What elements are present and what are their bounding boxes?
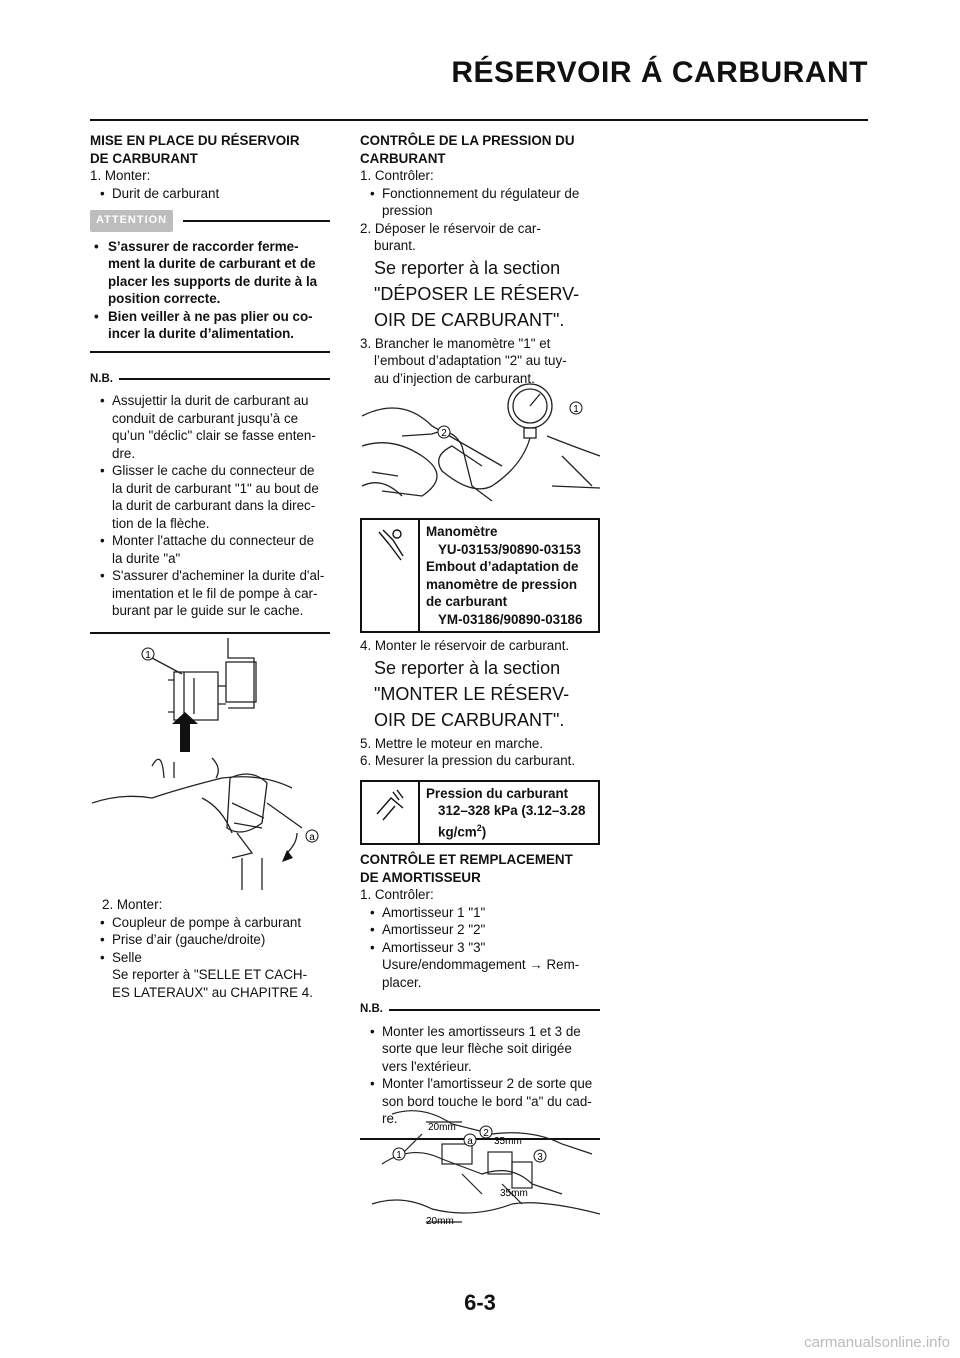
step: 1. Monter: [90, 168, 151, 183]
nb-label: N.B. [90, 372, 113, 385]
nb-header [360, 1001, 600, 1019]
dimension-label: 20mm [428, 1122, 456, 1133]
nb-line: qu’un "déclic" clair se fasse enten- [112, 428, 316, 443]
callout-2: 2 [483, 1128, 489, 1139]
callout-a: a [467, 1136, 473, 1147]
step: 5. Mettre le moteur en marche. [360, 735, 544, 751]
result-line: placer. [382, 974, 422, 990]
callout-1: 1 [396, 1150, 402, 1161]
attention-rule [183, 220, 330, 222]
connector-figure [92, 628, 330, 890]
tool-name: de carburant [426, 594, 508, 609]
section-title: MISE EN PLACE DU RÉSERVOIR [90, 133, 300, 148]
nb-line: la durit de carburant "1" au bout de [112, 480, 319, 496]
bullet: • Amortisseur 2 "2" [360, 921, 600, 939]
spec-unit: kg/cm [438, 823, 477, 839]
bullet: • Amortisseur 1 "1" [360, 904, 600, 922]
step: 2. Déposer le réservoir de car- [360, 220, 541, 236]
reference-text: "MONTER LE RÉSERV- [374, 683, 570, 704]
nb-item: • Monter l'attache du connecteur de [90, 532, 330, 550]
bullet: • Fonctionnement du régulateur de [360, 185, 600, 203]
reference-text: OIR DE CARBURANT". [374, 309, 565, 330]
attention-line: ment la durite de carburant et de [108, 256, 316, 271]
arrow-shaft [180, 724, 190, 752]
attention-line: position correcte. [108, 291, 221, 306]
tool-name: manomètre de pression [426, 576, 578, 592]
step-line: l’embout d’adaptation "2" au tuy- [374, 353, 567, 368]
reference-text: Se reporter à la section [374, 657, 561, 678]
callout-1: 1 [573, 404, 579, 415]
nb-line: dre. [112, 445, 136, 461]
reference-text: Se reporter à la section [374, 257, 561, 278]
spec-value-unit [426, 820, 585, 841]
tool-name: Manomètre [426, 524, 498, 539]
right-column-mid [360, 514, 600, 1140]
step: 1. Contrôler: [360, 168, 434, 183]
section-title: CONTRÔLE ET REMPLACEMENT [360, 852, 573, 868]
attention-line: incer la durite d’alimentation. [108, 326, 295, 341]
nb-line: conduit de carburant jusqu’à ce [112, 410, 299, 426]
attention-item: • S’assurer de raccorder ferme- [90, 238, 330, 256]
pressure-spec-text [420, 782, 591, 844]
tool-spec-box [360, 518, 600, 633]
section-title: CONTRÔLE DE LA PRESSION DU [360, 133, 575, 148]
attention-header [90, 210, 330, 232]
bullet: • Amortisseur 3 "3" [360, 939, 600, 957]
nb-line: tion de la flèche. [112, 515, 210, 531]
left-column [90, 132, 330, 634]
step: 1. Contrôler: [360, 887, 434, 903]
tool-name: Embout d’adaptation de [426, 559, 579, 574]
spec-unit-end: ) [481, 823, 487, 839]
nb-item: • Assujettir la durit de carburant au [90, 392, 330, 410]
callout-1: 1 [145, 650, 151, 661]
tool-part-number: YM-03186/90890-03186 [438, 611, 583, 627]
nb-line: la durite "a" [112, 550, 181, 566]
section-title: CARBURANT [360, 150, 446, 166]
nb-item: • Monter les amortisseurs 1 et 3 de [360, 1023, 600, 1041]
nb-body [90, 392, 330, 620]
nb-line: re. [382, 1111, 398, 1127]
dimension-label: 35mm [494, 1136, 522, 1147]
section-title: DE AMORTISSEUR [360, 869, 481, 885]
dimension-label: 35mm [500, 1188, 528, 1199]
arrow-right-icon: → [529, 957, 543, 973]
arrow-icon [282, 850, 293, 862]
step-line: au d’injection de carburant. [374, 370, 535, 386]
bullet-line: pression [382, 203, 433, 218]
bullet: • Coupleur de pompe à carburant [90, 914, 335, 932]
nb-header [90, 371, 330, 389]
reference-line: Se reporter à "SELLE ET CACH- [112, 967, 308, 982]
page-title: RÉSERVOIR Á CARBURANT [451, 56, 868, 89]
pressure-gauge-figure [362, 376, 600, 506]
step: 6. Mesurer la pression du carburant. [360, 753, 576, 768]
spec-name: Pression du carburant [426, 785, 569, 801]
attention-badge: ATTENTION [90, 210, 173, 232]
tool-spec-text [420, 520, 588, 631]
header-rule [90, 119, 868, 121]
spec-value: 312–328 kPa (3.12–3.28 [438, 803, 586, 818]
attention-line: placer les supports de durite à la [108, 273, 318, 289]
attention-item: • Bien veiller à ne pas plier ou co- [90, 308, 330, 326]
nb-item: • Glisser le cache du connecteur de [90, 462, 330, 480]
right-column [360, 132, 600, 387]
nb-line: imentation et le fil de pompe à car- [112, 585, 318, 601]
result-text: Rem- [542, 957, 580, 973]
nb-line: sorte que leur flèche soit dirigée [382, 1041, 572, 1057]
nb-rule [389, 1009, 600, 1011]
step: 3. Brancher le manomètre "1" et [360, 335, 551, 351]
reference-text: "DÉPOSER LE RÉSERV- [374, 283, 580, 304]
nb-line: son bord touche le bord "a" du cad- [382, 1093, 592, 1109]
callout-2: 2 [441, 428, 447, 439]
nb-item: • S'assurer d'acheminer la durite d'al- [90, 567, 330, 585]
nb-label: N.B. [360, 1003, 383, 1016]
bullet: • Selle [90, 949, 335, 967]
tool-icon [362, 520, 420, 631]
spec-unit-sup: 2 [476, 822, 482, 833]
attention-end-rule [90, 351, 330, 353]
nb-line: la durit de carburant dans la direc- [112, 498, 316, 513]
bullet: • Durit de carburant [90, 185, 330, 203]
step-line: burant. [374, 238, 416, 253]
result-text: Usure/endommagement [382, 957, 526, 973]
nb-line: vers l'extérieur. [382, 1058, 472, 1074]
callout-a: a [309, 832, 315, 843]
watermark: carmanualsonline.info [804, 1334, 950, 1351]
step: 4. Monter le réservoir de carburant. [360, 638, 570, 653]
spec-icon [362, 782, 420, 844]
section-title: DE CARBURANT [90, 150, 198, 166]
tool-part-number: YU-03153/90890-03153 [438, 541, 581, 557]
reference-text: OIR DE CARBURANT". [374, 709, 565, 730]
bullet: • Prise d’air (gauche/droite) [90, 931, 335, 949]
reference-line: ES LATERAUX" au CHAPITRE 4. [112, 984, 313, 1000]
left-column-bottom [90, 896, 335, 1001]
callout-3: 3 [537, 1152, 543, 1163]
nb-line: burant par le guide sur le cache. [112, 603, 304, 618]
damper-figure [362, 1104, 600, 1228]
nb-rule [119, 378, 330, 380]
dimension-label: 20mm [426, 1216, 454, 1227]
page-number: 6-3 [464, 1290, 496, 1315]
attention-body [90, 238, 330, 343]
pressure-spec-box [360, 780, 600, 846]
result-line [360, 956, 600, 974]
nb-item: • Monter l'amortisseur 2 de sorte que [360, 1075, 600, 1093]
step: 2. Monter: [102, 897, 163, 912]
